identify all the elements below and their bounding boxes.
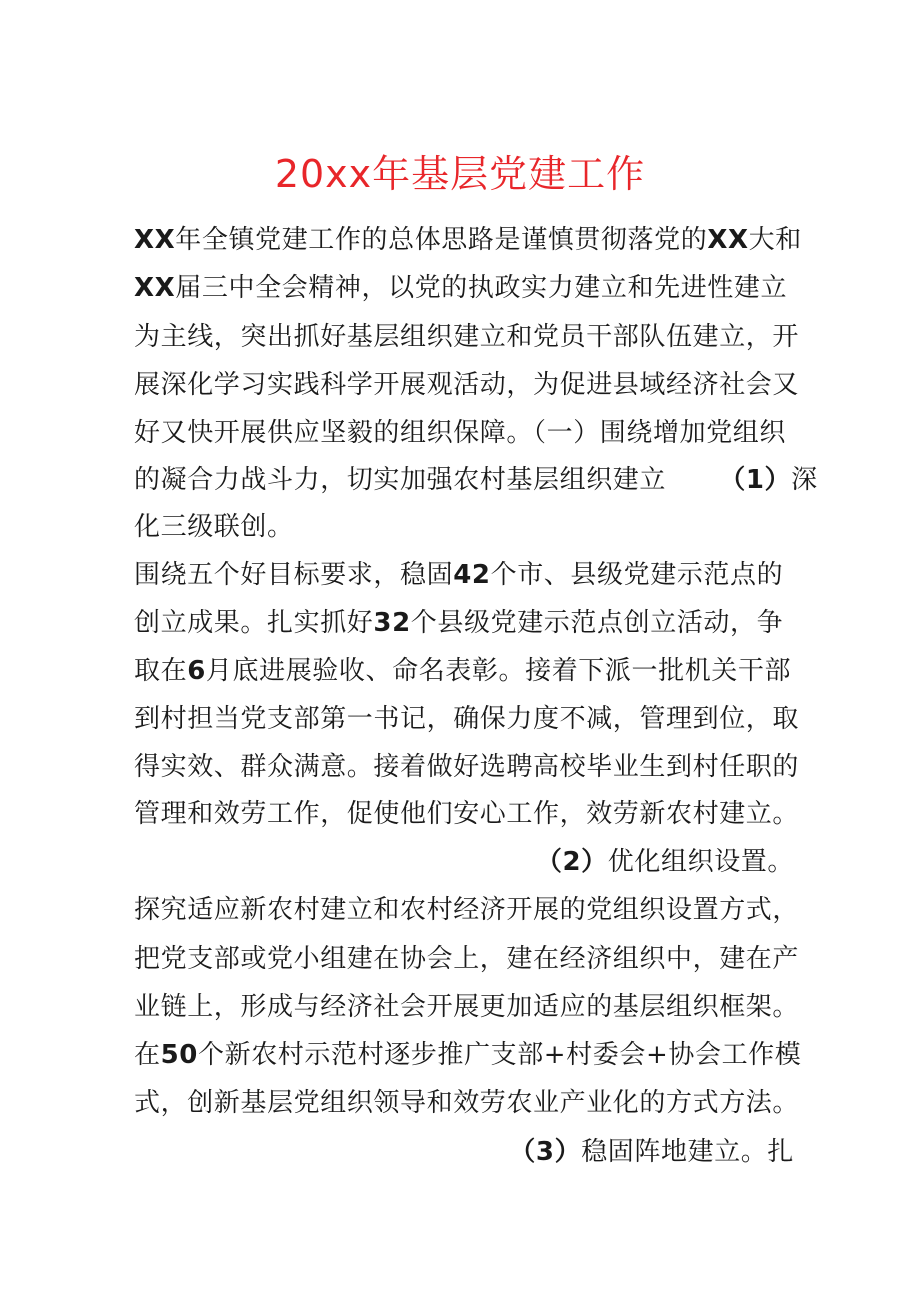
text-segment: 的凝合力战斗力，切实加强农村基层组织建立 xyxy=(134,465,667,495)
bold-text-segment: （3） xyxy=(509,1137,582,1167)
bold-text-segment: （1） xyxy=(719,465,792,495)
text-segment: 得实效、群众满意。接着做好选聘高校毕业生到村任职的 xyxy=(134,752,800,782)
paragraph-line xyxy=(134,603,794,643)
bold-text-segment: 32 xyxy=(373,608,411,638)
paragraph-line xyxy=(134,555,794,595)
bold-text-segment: XX xyxy=(134,273,176,303)
text-segment: 好又快开展供应坚毅的组织保障。（一）围绕增加党组织 xyxy=(134,418,787,448)
bold-text-segment: XX xyxy=(134,225,176,255)
paragraph-line xyxy=(134,220,802,260)
text-segment: 探究适应新农村建立和农村经济开展的党组织设置方式， xyxy=(134,895,800,925)
text-segment: 业链上，形成与经济社会开展更加适应的基层组织框架。 xyxy=(134,992,800,1022)
paragraph-line xyxy=(134,699,800,739)
paragraph-line xyxy=(134,842,794,882)
paragraph-line xyxy=(134,1132,794,1172)
paragraph-line xyxy=(134,987,800,1027)
bold-text-segment: XX xyxy=(707,225,749,255)
paragraph-line xyxy=(134,1083,800,1123)
paragraph-line xyxy=(134,794,800,834)
text-segment: 展深化学习实践科学开展观活动，为促进县域经济社会又 xyxy=(134,370,800,400)
text-segment: 年全镇党建工作的总体思路是谨慎贯彻落党的 xyxy=(175,225,708,255)
text-segment: 把党支部或党小组建在协会上，建在经济组织中，建在产 xyxy=(134,944,800,974)
text-segment: 优化组织设置。 xyxy=(607,847,794,877)
paragraph-line xyxy=(134,413,794,453)
text-segment: 创立成果。扎实抓好 xyxy=(134,608,374,638)
paragraph-line xyxy=(134,747,800,787)
text-segment: 月底进展验收、命名表彰。接着下派一批机关干部 xyxy=(205,656,792,686)
bold-text-segment: 6 xyxy=(187,656,206,686)
text-segment: 在 xyxy=(134,1040,161,1070)
text-segment: 到村担当党支部第一书记，确保力度不减，管理到位，取 xyxy=(134,704,800,734)
text-segment: 个市、县级党建示范点的 xyxy=(490,560,784,590)
paragraph-line xyxy=(134,460,818,500)
bold-text-segment: 42 xyxy=(453,560,491,590)
text-segment: 届三中全会精神，以党的执政实力建立和先进性建立 xyxy=(175,273,788,303)
text-segment: 个县级党建示范点创立活动，争 xyxy=(410,608,784,638)
text-segment: 化三级联创。 xyxy=(134,512,294,542)
paragraph-line xyxy=(134,268,794,308)
text-segment: 大和 xyxy=(748,225,802,255)
text-segment xyxy=(666,465,719,495)
paragraph-line xyxy=(134,890,800,930)
paragraph-line xyxy=(134,939,800,979)
document-title: 20xx年基层党建工作 xyxy=(274,152,646,196)
text-segment: 管理和效劳工作，促使他们安心工作，效劳新农村建立。 xyxy=(134,799,800,829)
text-segment: 为主线，突出抓好基层组织建立和党员干部队伍建立，开 xyxy=(134,322,800,352)
paragraph-line xyxy=(134,317,800,357)
text-segment: 式，创新基层党组织领导和效劳农业产业化的方式方法。 xyxy=(134,1088,800,1118)
text-segment: 围绕五个好目标要求，稳固 xyxy=(134,560,454,590)
text-segment: 取在 xyxy=(134,656,188,686)
paragraph-line xyxy=(134,365,800,405)
bold-text-segment: （2） xyxy=(535,847,608,877)
text-segment: 深 xyxy=(791,465,818,495)
text-segment: 稳固阵地建立。扎 xyxy=(581,1137,794,1167)
paragraph-line xyxy=(134,1035,802,1075)
bold-text-segment: 50 xyxy=(160,1040,198,1070)
paragraph-line xyxy=(134,651,794,691)
text-segment: 个新农村示范村逐步推广支部+村委会+协会工作模 xyxy=(198,1040,802,1070)
paragraph-line xyxy=(134,507,794,547)
